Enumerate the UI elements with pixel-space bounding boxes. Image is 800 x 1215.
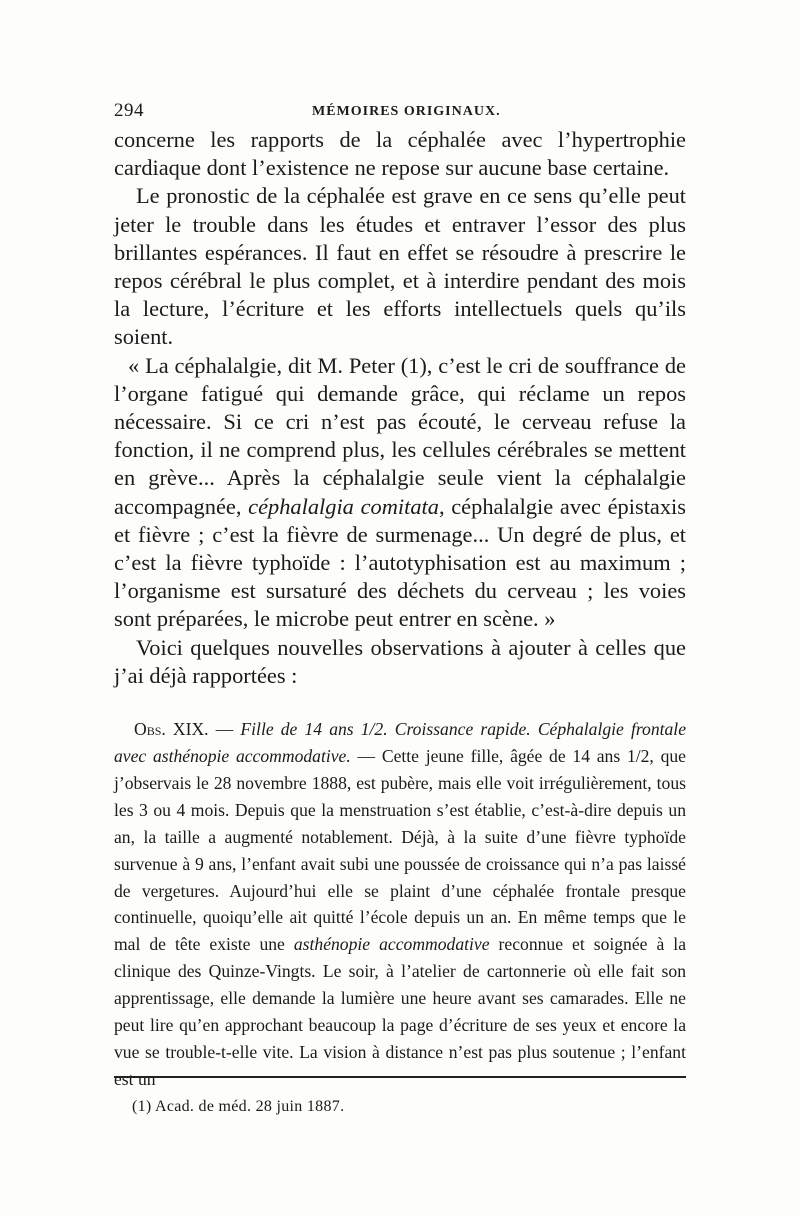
- footnote: (1) Acad. de méd. 28 juin 1887.: [132, 1098, 345, 1115]
- observation-label: Obs. XIX.: [134, 719, 209, 740]
- main-text: [114, 126, 686, 690]
- page-number: 294: [114, 100, 144, 121]
- paragraph-intro-observations: Voici quelques nouvelles observations à ajouter à celles que j’ai déjà rapportées :: [114, 634, 686, 688]
- quote-text-end: , céphalalgie avec épistaxis et fièvre ; c’est la fièvre de surmenage... Un degré de plus, et c’est la fièvre typhoïde : l’autotyphisation est au maximum ; l’organisme est sursaturé des déchets du cerveau ; les voies sont préparées, le microbe peut entrer en scène. »: [114, 493, 686, 632]
- paragraph-continuation: concerne les rapports de la céphalée avec l’hypertrophie cardiaque dont l’existence ne repose sur aucune base certaine.: [114, 127, 686, 181]
- observation-xix: [114, 716, 686, 1093]
- observation-dash: —: [215, 719, 234, 740]
- page: [114, 96, 686, 1093]
- quote-latin-term: céphalalgia comitata: [248, 493, 439, 519]
- observation-text-end: reconnue et soignée à la clinique des Quinze-Vingts. Le soir, à l’atelier de cartonnerie où elle fait son apprentissage, elle demande la lumière une heure avant ses camarades. Elle ne peut lire qu’en approchant beaucoup la page d’écriture de ses yeux et encore la vue se trouble-t-elle vite. La vision à distance n’est pas plus soutenue ; l’enfant est un: [114, 934, 686, 1089]
- running-title: MÉMOIRES ORIGINAUX.: [312, 104, 501, 119]
- observation-title: Fille de 14 ans 1/2. Croissance rapide. Céphalalgie frontale avec asthénopie accommodative.: [114, 719, 686, 766]
- paragraph-prognosis: Le pronostic de la céphalée est grave en ce sens qu’elle peut jeter le trouble dans les études et entraver l’essor des plus brillantes espérances. Il faut en effet se résoudre à prescrire le repos cérébral le plus complet, et à interdire pendant des mois la lecture, l’écriture et les efforts intellectuels quels qu’ils soient.: [114, 183, 686, 350]
- paragraph-peter-quote: [114, 352, 686, 634]
- page-header: [114, 96, 686, 126]
- observation-text-start: — Cette jeune fille, âgée de 14 ans 1/2, que j’observais le 28 novembre 1888, est pubère, mais elle voit irrégulièrement, tous les 3 ou 4 mois. Depuis que la menstruation s’est établie, c’est-à-dire depuis un an, la taille a augmenté notablement. Déjà, à la suite d’une fièvre typhoïde survenue à 9 ans, l’enfant avait subi une poussée de croissance qui n’a pas laissé de vergetures. Aujourd’hui elle se plaint d’une céphalée frontale presque continuelle, quoiqu’elle ait quitté l’école depuis un an. En même temps que le mal de tête existe une: [114, 745, 686, 955]
- quote-text-start: « La céphalalgie, dit M. Peter (1), c’est le cri de souffrance de l’organe fatigué qui demande grâce, qui réclame un repos nécessaire. Si ce cri n’est pas écouté, le cerveau refuse la fonction, il ne comprend plus, les cellules cérébrales se mettent en grève... Après la céphalalgie seule vient la céphalalgie accompagnée,: [114, 352, 686, 519]
- observation-italic-term: asthénopie accommodative: [293, 934, 490, 955]
- footnote-divider: [114, 1076, 686, 1078]
